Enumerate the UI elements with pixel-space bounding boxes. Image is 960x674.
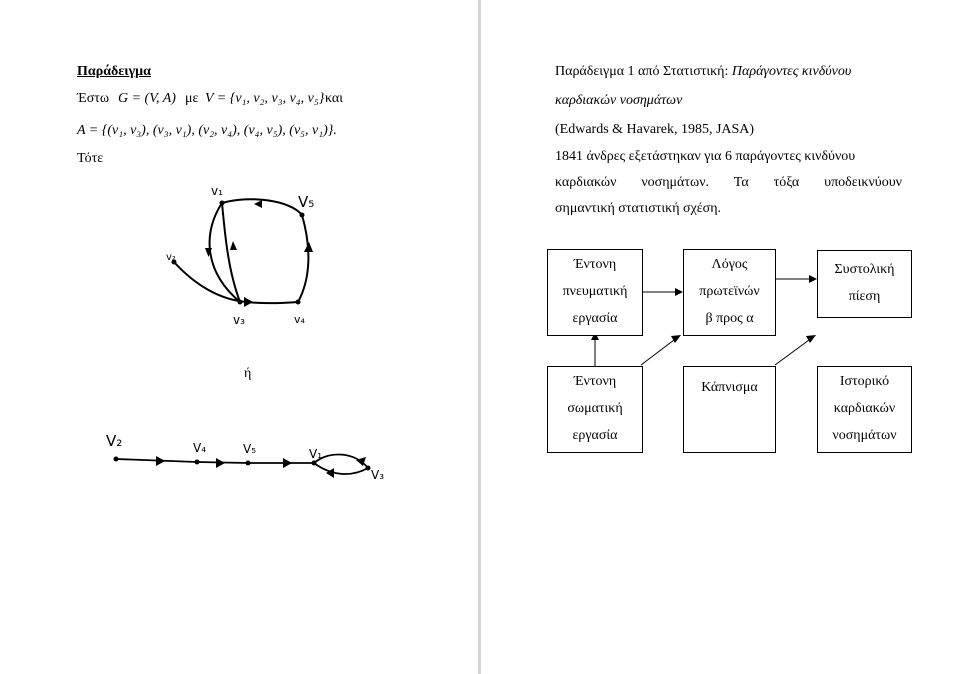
example-heading: Παράδειγμα — [77, 64, 151, 79]
arrowhead-v4-v5-linear — [216, 458, 225, 468]
example-intro-text: Παράδειγμα 1 από Στατιστική: — [555, 64, 732, 79]
example-title-line1: Παράγοντες κινδύνου — [731, 64, 852, 79]
box-smoking-line1: Κάπνισμα — [701, 380, 758, 395]
graph1-label-v2: v₂ — [166, 252, 176, 263]
box-protein-ratio — [683, 249, 776, 336]
example-title-line2: καρδιακών νοσημάτων — [555, 93, 683, 108]
box-physical-work-line2: σωματική — [567, 401, 623, 417]
box-history-line3: νοσημάτων — [832, 428, 897, 444]
box-cardiac-history — [817, 366, 912, 453]
arrow-physical-to-protein — [641, 340, 674, 365]
box-systolic-pressure — [817, 250, 912, 318]
directed-graph-2 — [0, 0, 478, 674]
node2-v5 — [246, 461, 251, 466]
or-label: ή — [244, 366, 252, 381]
graph2-label-v3: V₃ — [371, 468, 385, 482]
box-mental-work — [547, 249, 643, 336]
arrowhead-physical-to-protein — [671, 335, 681, 343]
graph-definition: G = (V, A) — [118, 91, 176, 106]
vertex-set: V = {v₁, v₂, v₃, v₄, v₅} — [205, 91, 325, 106]
arrow-smoking-to-systolic — [775, 340, 809, 365]
graph2-label-v5: V₅ — [243, 442, 257, 456]
left-page — [0, 0, 478, 674]
box-systolic-line2: πίεση — [848, 289, 881, 304]
node2-v2 — [114, 457, 119, 462]
graph1-label-v5: V₅ — [298, 193, 315, 211]
box-smoking — [683, 366, 776, 453]
box-mental-work-line2: πνευματική — [562, 284, 628, 300]
box-history-line1: Ιστορικό — [839, 374, 890, 390]
box-physical-work-line1: Έντονη — [573, 374, 617, 390]
citation: (Edwards & Havarek, 1985, JASA) — [555, 122, 755, 137]
box-physical-work — [547, 366, 643, 453]
node2-v3 — [366, 466, 371, 471]
and-label: και — [325, 91, 344, 106]
paragraph-line2: καρδιακών νοσημάτων. Τα τόξα υποδεικνύουν — [555, 175, 902, 190]
let-label: Έστω — [77, 91, 110, 106]
arrowhead-v3-v1-linear — [326, 468, 334, 478]
box-protein-ratio-line2: πρωτεϊνών — [699, 284, 760, 300]
graph1-label-v4: v₄ — [294, 313, 305, 326]
arrowhead-protein-to-systolic — [809, 275, 817, 283]
arc-set: A = {(v₁, v₃), (v₃, v₁), (v₂, v₄), (v₄, v₅), (v₅, v₁)}. — [77, 123, 337, 138]
arrowhead-mental-to-protein — [675, 288, 683, 296]
box-history-line2: καρδιακών — [833, 401, 896, 417]
graph2-label-v2: V₂ — [106, 432, 123, 450]
arrowhead-v2-v4-linear — [156, 456, 165, 466]
with-label: με — [185, 91, 199, 106]
risk-factor-arrows — [481, 0, 960, 674]
box-systolic-line1: Συστολική — [834, 262, 895, 278]
graph1-label-v1: v₁ — [211, 184, 223, 198]
box-physical-work-line3: εργασία — [572, 428, 618, 444]
arrowhead-v5-v1-linear — [283, 458, 292, 468]
arrowhead-smoking-to-systolic — [806, 335, 816, 343]
paragraph-line1: 1841 άνδρες εξετάστηκαν για 6 παράγοντες κινδύνου — [555, 149, 856, 164]
then-label: Τότε — [77, 151, 104, 166]
right-page — [481, 0, 960, 674]
box-protein-ratio-line3: β προς α — [705, 311, 754, 327]
edge-v3-v1-linear — [314, 463, 368, 474]
node2-v1 — [312, 461, 317, 466]
box-mental-work-line1: Έντονη — [573, 257, 617, 273]
box-mental-work-line3: εργασία — [572, 311, 618, 327]
paragraph-line3: σημαντική στατιστική σχέση. — [555, 201, 722, 216]
node2-v4 — [195, 460, 200, 465]
graph2-label-v4: V₄ — [193, 441, 207, 455]
graph1-label-v3: v₃ — [233, 313, 245, 327]
graph2-label-v1: V₁ — [309, 447, 323, 461]
box-protein-ratio-line1: Λόγος — [711, 257, 748, 273]
